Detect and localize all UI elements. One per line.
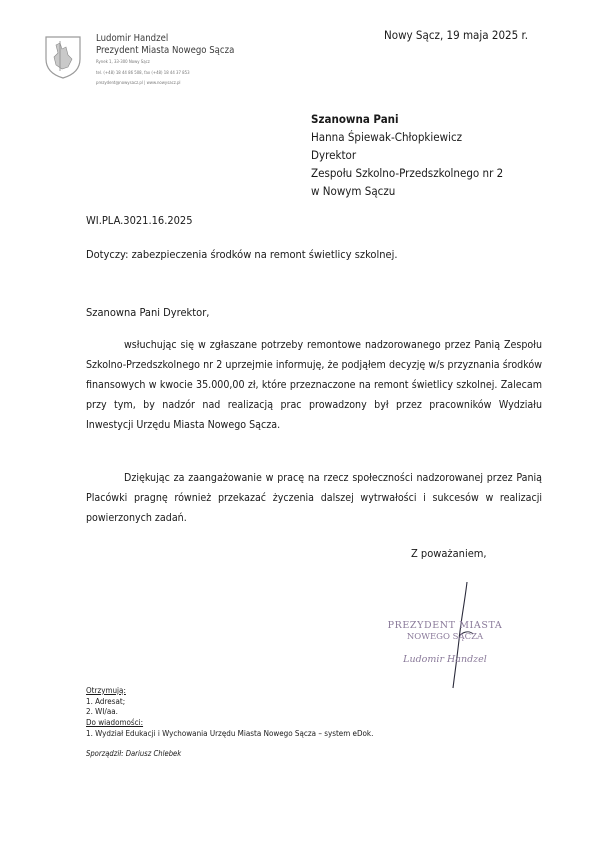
subject-line: Dotyczy: zabezpieczenia środków na remont świetlicy szkolnej. xyxy=(86,248,398,261)
body-paragraph: wsłuchując się w zgłaszane potrzeby remontowe nadzorowanego przez Panią Zespołu Szkolno-Przedszkolnego nr 2 uprzejmie informuję, że podjąłem decyzję w/s przyznania środków finansowych w kwocie 35.000,00 zł, które przeznaczone na remont świetlicy szkolnej. Zalecam przy tym, by nadzór nad realizacją prac prowadzony był przez pracowników Wydziału Inwestycji Urzędu Miasta Nowego Sącza. xyxy=(86,339,542,432)
letter-date: Nowy Sącz, 19 maja 2025 r. xyxy=(384,28,528,42)
salutation: Szanowna Pani Dyrektor, xyxy=(86,306,210,319)
addressee-name: Hanna Śpiewak-Chłopkiewicz xyxy=(311,130,463,144)
letterhead-title: Prezydent Miasta Nowego Sącza xyxy=(96,45,235,56)
stamp-name: Ludomir Handzel xyxy=(403,654,487,665)
addressee-institution: Zespołu Szkolno-Przedszkolnego nr 2 xyxy=(311,166,504,180)
stamp-city: NOWEGO SĄCZA xyxy=(406,632,484,642)
reference-number: WI.PLA.3021.16.2025 xyxy=(86,214,193,227)
coat-of-arms-icon xyxy=(38,31,88,81)
info-item: 1. Wydział Edukacji i Wychowania Urzędu Miasta Nowego Sącza – system eDok. xyxy=(86,729,374,738)
letterhead-phone: tel. (+48) 18 44 86 508, fax (+48) 18 44 37 853 xyxy=(96,71,190,76)
recipients-label: Otrzymują: xyxy=(86,686,126,695)
letterhead-contact: prezydent@nowysacz.pl | www.nowysacz.pl xyxy=(96,81,181,86)
letterhead-address: Rynek 1, 33-300 Nowy Sącz xyxy=(96,60,150,65)
addressee-position: Dyrektor xyxy=(311,148,357,162)
prepared-by: Sporządził: Dariusz Chlebek xyxy=(86,749,182,758)
addressee-greeting: Szanowna Pani xyxy=(311,112,399,126)
closing: Z poważaniem, xyxy=(411,547,487,560)
body-paragraph: Dziękując za zaangażowanie w pracę na rzecz społeczności nadzorowanej przez Panią Placówki pragnę również przekazać życzenia dalszej wytrwałości i sukcesów w realizacji powierzonych zadań. xyxy=(86,472,542,525)
stamp-title: PREZYDENT MIASTA xyxy=(387,620,503,631)
recipient-item: 2. WI/aa. xyxy=(86,707,118,716)
recipient-item: 1. Adresat; xyxy=(86,697,126,706)
letterhead-name: Ludomir Handzel xyxy=(96,33,169,44)
addressee-city: w Nowym Sączu xyxy=(311,184,396,198)
official-stamp xyxy=(370,620,520,665)
info-label: Do wiadomości: xyxy=(86,718,144,727)
